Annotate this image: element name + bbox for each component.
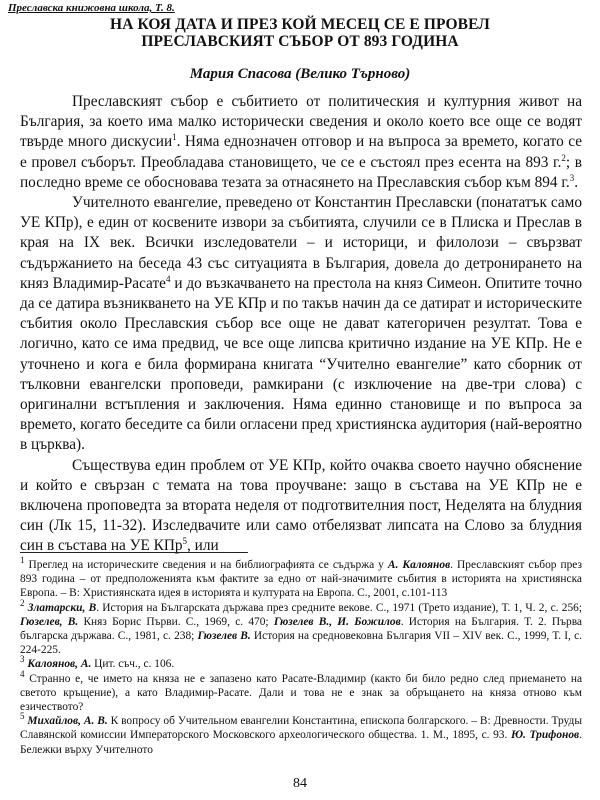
- text-span: . Няма еднозначен отговор и на въпроса за времето, когато се е провел съборът. Преобладава становището, че се е състоял през есента на 893 г.: [20, 133, 582, 171]
- author-name: Гюзелев, В.: [20, 615, 79, 628]
- title-line-2: ПРЕСЛАВСКИЯТ СЪБОР ОТ 893 ГОДИНА: [141, 33, 459, 50]
- author-name: Ю. Трифонов: [510, 729, 580, 742]
- footnote-divider: [20, 552, 248, 553]
- footnote-4: [20, 668, 582, 715]
- text-span: .: [574, 173, 579, 191]
- text-span: Преславският събор е събитието от политическия и културния живот на България, за което има малко исторически сведения и около което все още се водят твърде много дискусии: [20, 93, 582, 151]
- footnote-ref[interactable]: 4: [165, 273, 171, 284]
- footnote-1: [20, 555, 582, 601]
- text-span: . История на България. Т. 2. Първа българска държава. С., 1981, с. 238;: [20, 615, 582, 643]
- text-span: ; в последно време се обосновава тезата за отнасянето на Преславския събор към 894 г.: [20, 153, 582, 191]
- author-name: Гюзелев В., И. Божилов: [273, 615, 401, 628]
- text-span: Цит. съч., с. 106.: [91, 658, 175, 671]
- text-span: Странно е, че името на княза не е запазено като Расате-Владимир (както би било редно след приемането на светото кръщение), а като Владимир-Расате. Дали и това не е знак за обръщането на княза отново към езичеството?: [20, 672, 582, 714]
- text-span: . Преславският събор през 893 година – от предположенията към фактите за едно от най-значимите събития в историята на християнска Европа. – В: Християнската идея в историята и културата на Европа. С., 2001, с.101-113: [20, 559, 582, 600]
- title-line-1: НА КОЯ ДАТА И ПРЕЗ КОЙ МЕСЕЦ СЕ Е ПРОВЕЛ: [110, 16, 490, 33]
- author-line: Мария Спасова (Велико Търново): [189, 66, 411, 82]
- text-span: Княз Борис Първи. С., 1969, с. 470;: [78, 615, 274, 628]
- footnote-number: 1: [20, 555, 25, 566]
- footnote-number: 5: [20, 711, 25, 722]
- author-name: А. Калоянов: [387, 559, 451, 571]
- footnote-number: 3: [20, 654, 25, 665]
- footnote-ref[interactable]: 2: [561, 152, 566, 163]
- text-span: Преглед на историческите сведения и на библиографията се съдържа у: [24, 559, 388, 571]
- article-title: [20, 16, 580, 50]
- footnote-3: [20, 654, 582, 671]
- author-name: Гюзелев В.: [197, 630, 251, 643]
- running-header: Преславска книжовна школа, Т. 8.: [8, 2, 175, 14]
- text-span: и до възкачването на престола на княз Симеон. Опитите точно да се датира възникването на УЕ КПр и по такъв начин да се датират и историческите събития около Преславския събор все още не дават категоричен резултат. Това е логично, като се има предвид, че все още липсва критично издание на УЕ КПр. Не е уточнено и кога е била формирана книгата “Учително евангелие” като сборник от тълковни евангелски проповеди, рамкирани (с изключение на две-три слова) с оригинални встъпления и заключения. Няма единно становище и по въпроса за времето, когато беседите са били огласени пред християнска аудитория (най-вероятно в църква).: [20, 274, 583, 454]
- text-span: История на средновековна България VII – XIV век. С., 1999, Т. I, с. 224-225.: [20, 630, 582, 657]
- paragraph-1: [20, 92, 582, 193]
- text-span: . История на Българската държава през средните векове. С., 1971 (Трето издание), Т. 1, Ч. 2, с. 256;: [96, 601, 582, 614]
- footnote-ref[interactable]: 3: [569, 172, 575, 183]
- footnote-2: [20, 597, 582, 658]
- text-span: Учителното евангелие, преведено от Константин Преславски (понататък само УЕ КПр), е един от косвените извори за събитията, случили се в Плиска и Преслав в края на IX век. Всички изследователи – и историци, и филолози – свързват съдържанието на беседа 43 със ситуацията в България, довела до детронирането на княз Владимир-Расате: [20, 194, 582, 292]
- body-text: [20, 92, 582, 557]
- text-span: , или: [187, 537, 219, 555]
- footnote-ref[interactable]: 1: [172, 132, 177, 143]
- paragraph-3: [20, 456, 582, 557]
- text-span: К вопросу об Учительном евангелии Константина, епископа болгарского. – В: Древности. Труды Славянской комиссии Императорского Московского археологического общества. 1. М., 1895, с. 93.: [20, 715, 582, 742]
- footnote-number: 4: [20, 668, 25, 679]
- author-name: Златарски, В: [27, 601, 97, 614]
- paragraph-2: [20, 193, 582, 456]
- footnote-5: [20, 711, 582, 757]
- footnote-ref[interactable]: 5: [182, 536, 188, 547]
- text-span: . Бележки върху Учителното: [20, 729, 582, 756]
- author-name: Калоянов, А.: [27, 658, 92, 671]
- footnote-number: 2: [20, 597, 25, 608]
- author-name: Михайлов, А. В.: [27, 715, 108, 728]
- text-span: Съществува един проблем от УЕ КПр, който очаква своето научно обяснение и който е свързан с темата на това проучване: защо в състава на УЕ КПр не е включена проповедта за втората неделя от подготвителния пост, Неделята на блудния син (Лк 15, 11-32). Изследвачите или само отбелязват липсата на Слово за блудния син в състава на УЕ КПр: [20, 456, 582, 555]
- page-number: 84: [293, 776, 307, 791]
- footnotes: [20, 555, 582, 757]
